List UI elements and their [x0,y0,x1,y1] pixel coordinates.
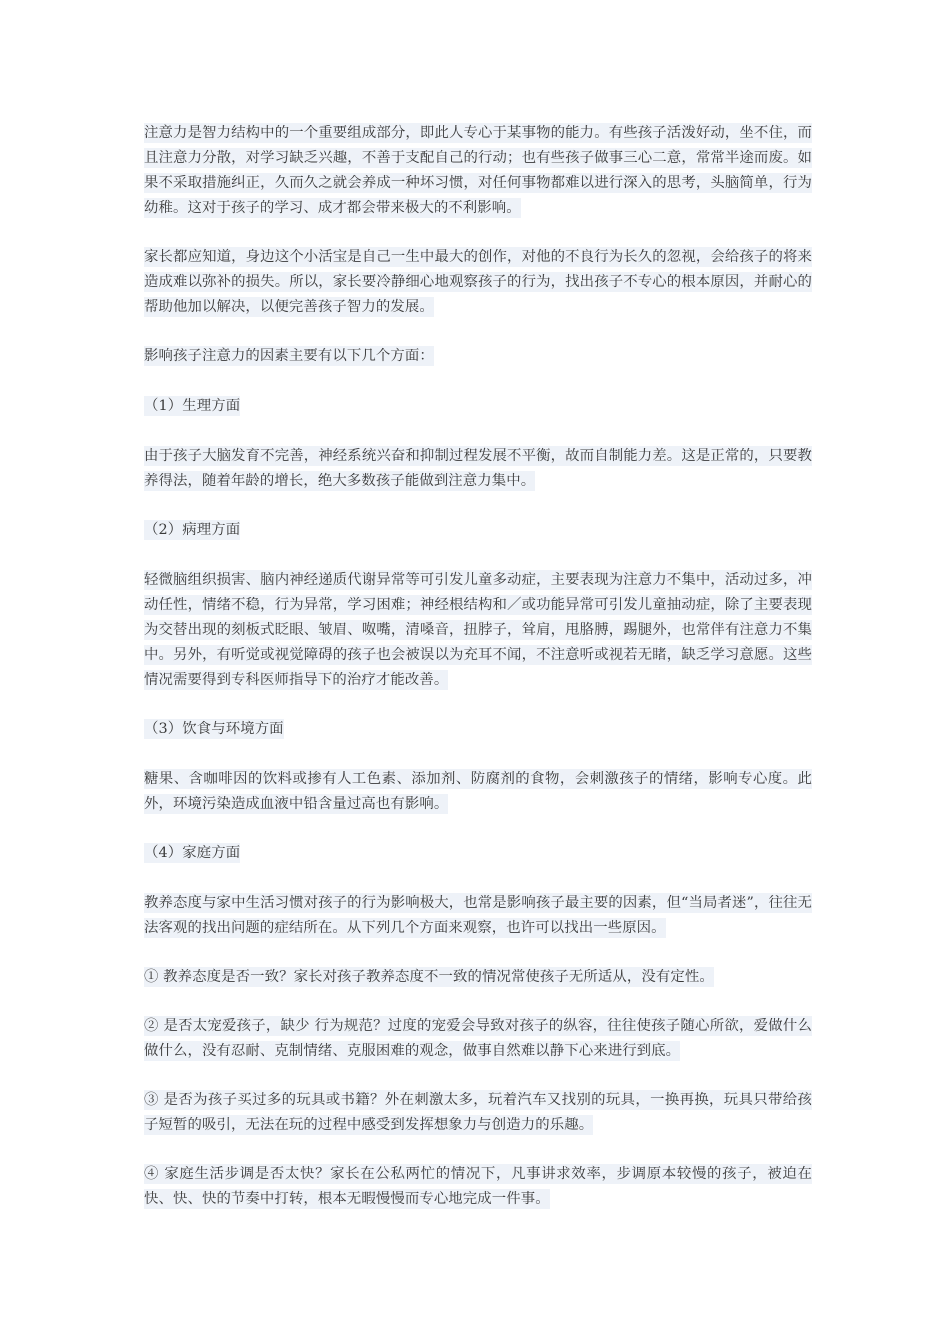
list-item-pace [144,1162,812,1212]
list-item-spoiling [144,1014,812,1064]
list-item-text: ① 教养态度是否一致？家长对孩子教养态度不一致的情况常使孩子无所适从，没有定性。 [144,969,714,985]
section-heading-family [144,841,812,866]
paragraph-text: 轻微脑组织损害、脑内神经递质代谢异常等可引发儿童多动症，主要表现为注意力不集中，活动过多，冲动任性，情绪不稳，行为异常，学习困难；神经根结构和／或功能异常可引发儿童抽动症，除了主要表现为交替出现的刻板式眨眼、皱眉、呶嘴，清嗓音，扭脖子，耸肩，甩胳膊，踢腿外，也常伴有注意力不集中。另外，有听觉或视觉障碍的孩子也会被误以为充耳不闻，不注意听或视若无睹，缺乏学习意愿。这些情况需要得到专科医师指导下的治疗才能改善。 [144,572,812,688]
heading-text: （3）饮食与环境方面 [144,721,284,737]
list-item-text: ③ 是否为孩子买过多的玩具或书籍？外在刺激太多，玩着汽车又找别的玩具，一换再换，玩具只带给孩子短暂的吸引，无法在玩的过程中感受到发挥想象力与创造力的乐趣。 [144,1092,812,1133]
paragraph-factors-intro [144,344,812,369]
list-item-text: ② 是否太宠爱孩子，缺少 行为规范？过度的宠爱会导致对孩子的纵容，往往使孩子随心所欲，爱做什么做什么，没有忍耐、克制情绪、克服困难的观念，做事自然难以静下心来进行到底。 [144,1018,812,1059]
paragraph-family [144,891,812,941]
paragraph-text: 注意力是智力结构中的一个重要组成部分，即此人专心于某事物的能力。有些孩子活泼好动，坐不住，而且注意力分散，对学习缺乏兴趣，不善于支配自己的行动；也有些孩子做事三心二意，常常半途而废。如果不采取措施纠正，久而久之就会养成一种坏习惯，对任何事物都难以进行深入的思考，头脑简单，行为幼稚。这对于孩子的学习、成才都会带来极大的不利影响。 [144,125,812,216]
paragraph-text: 家长都应知道，身边这个小活宝是自己一生中最大的创作，对他的不良行为长久的忽视，会给孩子的将来造成难以弥补的损失。所以，家长要冷静细心地观察孩子的行为，找出孩子不专心的根本原因，并耐心的帮助他加以解决，以便完善孩子智力的发展。 [144,249,812,315]
heading-text: （2）病理方面 [144,522,241,538]
heading-text: （4）家庭方面 [144,845,241,861]
heading-text: （1）生理方面 [144,398,241,414]
list-item-text: ④ 家庭生活步调是否太快？家长在公私两忙的情况下，凡事讲求效率，步调原本较慢的孩子，被迫在快、快、快的节奏中打转，根本无暇慢慢而专心地完成一件事。 [144,1166,812,1207]
paragraph-text: 由于孩子大脑发育不完善，神经系统兴奋和抑制过程发展不平衡，故而自制能力差。这是正常的，只要教养得法，随着年龄的增长，绝大多数孩子能做到注意力集中。 [144,448,812,489]
section-heading-pathology [144,518,812,543]
paragraph-physiology [144,444,812,494]
list-item-toys [144,1088,812,1138]
list-item-consistency [144,965,812,990]
paragraph-text: 教养态度与家中生活习惯对孩子的行为影响极大，也常是影响孩子最主要的因素，但“当局者迷”，往往无法客观的找出问题的症结所在。从下列几个方面来观察，也许可以找出一些原因。 [144,895,812,936]
paragraph-diet-environment [144,767,812,817]
paragraph-pathology [144,568,812,693]
paragraph-intro [144,121,812,221]
paragraph-parents [144,245,812,320]
section-heading-physiology [144,394,812,419]
document-body [144,121,812,1236]
section-heading-diet-environment [144,717,812,742]
paragraph-text: 影响孩子注意力的因素主要有以下几个方面： [144,348,434,364]
paragraph-text: 糖果、含咖啡因的饮料或掺有人工色素、添加剂、防腐剂的食物，会刺激孩子的情绪，影响专心度。此外，环境污染造成血液中铅含量过高也有影响。 [144,771,812,812]
